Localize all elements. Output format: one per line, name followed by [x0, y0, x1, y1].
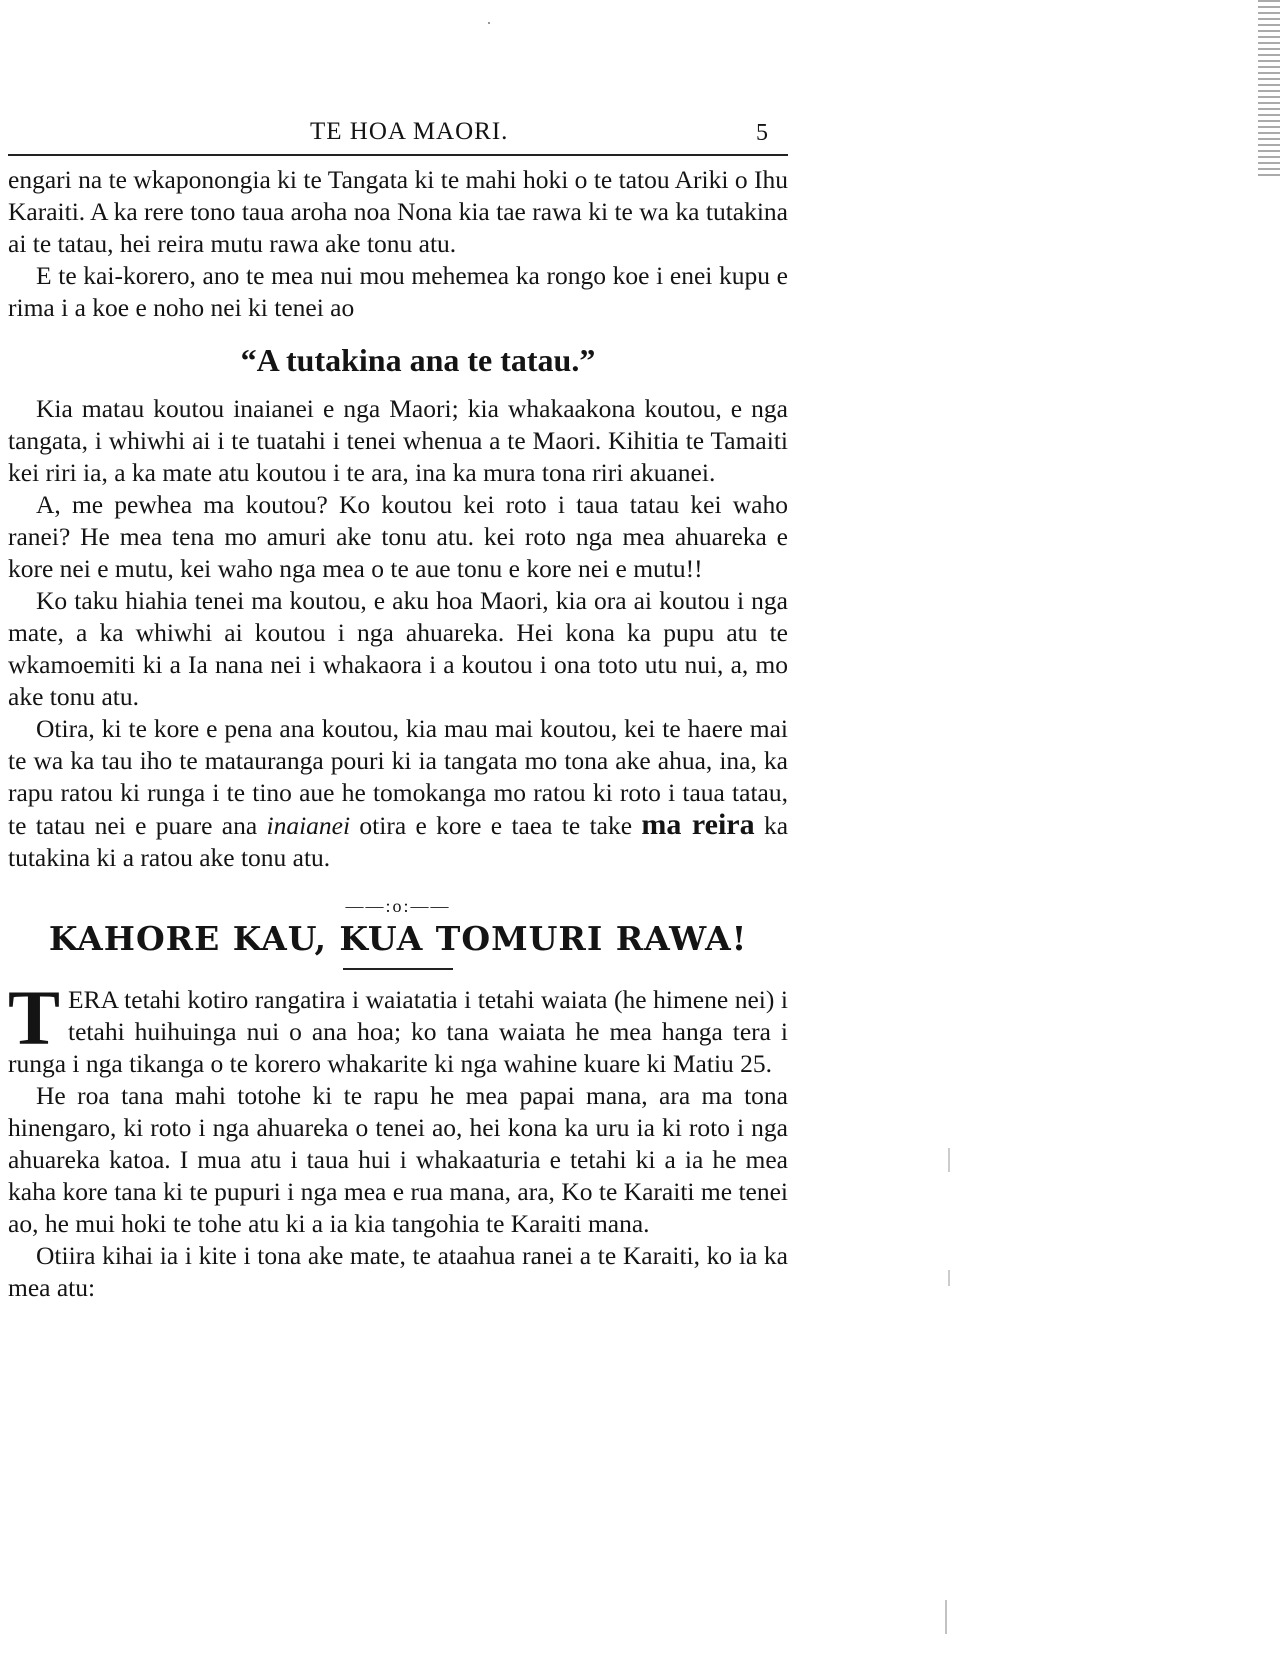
- paragraph-text: Otira, ki te kore e pena ana koutou, kia mau mai koutou, kei te haere mai te wa ka tau iho te matauranga pouri ki ia tangata mo tona ake ahua, ina, ka rapu ratou ki runga i te tino aue he tomokanga mo ratou ki roto i taua tatau, te tatau nei e puare ana: [8, 714, 788, 840]
- section-heading: “A tutakina ana te tatau.”: [240, 342, 596, 378]
- scan-edge-artifact: [1258, 0, 1280, 180]
- article-heading: KAHORE KAU, KUA TOMURI RAWA!: [48, 919, 748, 958]
- paragraph: E te kai-korero, ano te mea nui mou mehemea ka rongo koe i enei kupu e rima i a koe e noho nei ki tenei ao: [8, 261, 788, 322]
- running-header: [8, 110, 788, 150]
- paragraph: Kia matau koutou inaianei e nga Maori; kia whakaakona koutou, e nga tangata, i whiwhi ai i te tuatahi i tenei whenua a te Maori. Kihitia te Tamaiti kei riri ia, a ka mate atu koutou i te ara, ina ka mura tona riri akuanei.: [8, 394, 788, 487]
- paragraph-text: otira e kore e taea te take: [359, 811, 633, 840]
- paragraph: A, me pewhea ma koutou? Ko koutou kei roto i taua tatau kei waho ranei? He mea tena mo amuri ake tonu atu. kei roto nga mea ahuareka e kore nei e mutu, kei waho nga mea o te aue tonu e kore nei e mutu!!: [8, 490, 788, 583]
- italic-word: inaianei: [266, 811, 351, 840]
- emphasized-phrase: ma reira: [641, 808, 755, 841]
- paragraph-text: ka tutakina ki a ratou ake tonu atu.: [8, 811, 789, 872]
- scan-speck: [948, 1148, 950, 1172]
- document-page: [8, 110, 788, 1304]
- page-number: 5: [756, 120, 769, 146]
- scan-speck: [488, 22, 490, 24]
- scan-speck: [945, 1600, 947, 1634]
- header-rule: [8, 154, 788, 156]
- drop-cap: T: [8, 974, 61, 1061]
- section-separator: ——:o:——: [345, 896, 451, 916]
- paragraph: [8, 974, 788, 1080]
- paragraph: Otiira kihai ia i kite i tona ake mate, te ataahua ranei a te Karaiti, ko ia ka mea atu:: [8, 1241, 788, 1302]
- paragraph: Ko taku hiahia tenei ma koutou, e aku hoa Maori, kia ora ai koutou i nga mate, a ka whiwhi ai koutou i nga ahuareka. Hei kona ka pupu atu te wkamoemiti ki a Ia nana nei i whakaora i a koutou i ona toto utu nui, a, mo ake tonu atu.: [8, 586, 788, 711]
- page-title: TE HOA MAORI.: [310, 118, 509, 145]
- scan-speck: [948, 1270, 950, 1286]
- paragraph: [8, 713, 788, 874]
- paragraph-text: ERA tetahi kotiro rangatira i waiatatia i tetahi waiata (he himene nei) i tetahi huihuinga nui o ana hoa; ko tana waiata he mea hanga tera i runga i nga tikanga o te korero whakarite ki nga wahine kuare ki Matiu 25.: [8, 985, 788, 1078]
- paragraph: He roa tana mahi totohe ki te rapu he mea papai mana, ara ma tona hinengaro, ki roto i nga ahuareka o tenei ao, hei kona ka uru ia ki roto i nga ahuareka katoa. I mua atu i taua hui i whakaaturia e tetahi ki a ia he mea kaha kore tana ki te pupuri i nga mea e rua mana, ara, Ko te Karaiti me tenei ao, he mui hoki te tohe atu ki a ia kia tangohia te Karaiti mana.: [8, 1081, 788, 1238]
- heading-rule: [343, 968, 453, 970]
- paragraph: engari na te wkaponongia ki te Tangata ki te mahi hoki o te tatou Ariki o Ihu Karaiti. A ka rere tono taua aroha noa Nona kia tae rawa ki te wa ka tutakina ai te tatau, hei reira mutu rawa ake tonu atu.: [8, 165, 788, 258]
